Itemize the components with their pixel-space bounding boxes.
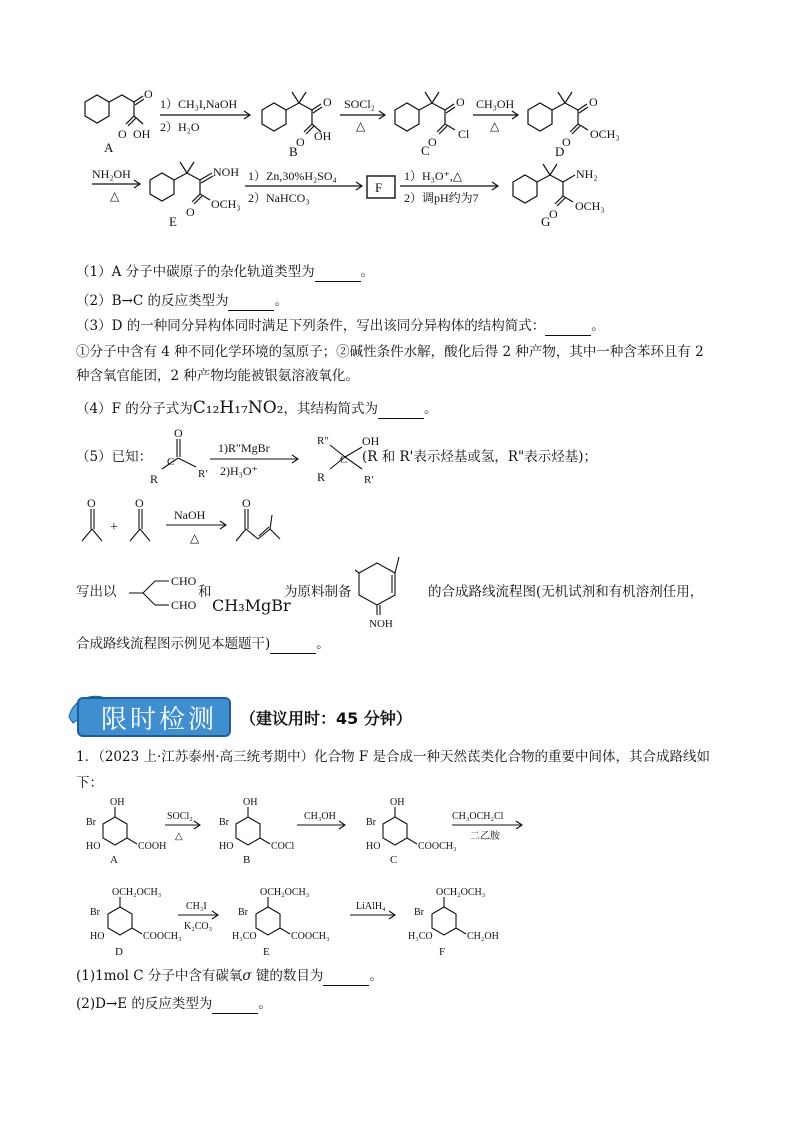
- p1-label-E: E: [263, 946, 270, 958]
- grignard-reagent: CH₃MgBr: [212, 596, 291, 615]
- svg-text:Cl: Cl: [458, 127, 470, 141]
- svg-text:OCH₂OCH₃: OCH₂OCH₃: [260, 887, 310, 898]
- question-5-note: (R 和 R'表示烃基或氢，R"表示烃基)；: [362, 449, 598, 465]
- svg-text:O: O: [87, 496, 96, 510]
- svg-text:OH: OH: [110, 797, 125, 808]
- timed-test-banner: [63, 687, 233, 735]
- svg-text:COOH: COOH: [138, 841, 167, 852]
- svg-text:R: R: [317, 470, 326, 484]
- svg-text:NH₂: NH₂: [576, 167, 598, 181]
- answer-blank[interactable]: [323, 971, 369, 986]
- benzene-ring-D: [528, 103, 552, 131]
- group-OH: OH: [133, 127, 151, 141]
- svg-text:HO: HO: [90, 931, 105, 942]
- svg-text:△: △: [356, 119, 366, 133]
- reagent-1-top: 1）CH₃I,NaOH: [160, 97, 238, 111]
- benzene-ring-C: [395, 103, 419, 131]
- banner-title: 限时检测: [101, 705, 218, 735]
- synthesis-line-2: 合成路线流程图示例见本题题干) 。: [76, 636, 330, 652]
- svg-text:HO: HO: [219, 841, 234, 852]
- svg-text:O: O: [135, 496, 144, 510]
- svg-text:C: C: [340, 454, 348, 466]
- p1-label-C: C: [390, 854, 398, 866]
- problem-1-question-1: (1)1mol C 分子中含有碳氧σ 键的数目为 。: [76, 968, 383, 984]
- reagent-3-top: CH₃OH: [476, 97, 515, 111]
- synthesis-prefix: 写出以: [76, 584, 117, 600]
- svg-text:OH: OH: [362, 434, 380, 448]
- p1-reagent-4-top: CH₃I: [186, 901, 207, 912]
- svg-text:Br: Br: [238, 907, 248, 918]
- svg-text:COOCH₃: COOCH₃: [143, 931, 182, 942]
- svg-text:OCH₂OCH₃: OCH₂OCH₃: [436, 887, 486, 898]
- svg-text:H₃CO: H₃CO: [232, 931, 257, 942]
- problem-1-intro-2: 下：: [76, 775, 103, 791]
- suggested-time: （建议用时：45 分钟）: [240, 709, 412, 728]
- synthesis-post: 的合成路线流程图(无机试剂和有机溶剂任用，: [428, 584, 704, 600]
- p1-reagent-5-top: LiAlH₄: [356, 901, 386, 912]
- svg-text:R′: R′: [198, 468, 208, 480]
- benzene-ring-G: [513, 175, 537, 203]
- svg-text:H₃CO: H₃CO: [408, 931, 433, 942]
- question-1: （1）A 分子中碳原子的杂化轨道类型为 。: [76, 264, 375, 280]
- question-5-label: （5）已知：: [76, 449, 153, 465]
- svg-text:OH: OH: [243, 797, 258, 808]
- problem-1-intro: 1．（2023 上·江苏泰州·高三统考期中）化合物 F 是合成一种天然茋类化合物的重要中间体，其合成路线如: [76, 749, 711, 765]
- svg-text:Br: Br: [90, 907, 100, 918]
- grignard-reagent-bot: 2)H₃O⁺: [220, 464, 258, 478]
- p1-label-D: D: [115, 946, 123, 958]
- svg-text:OCH₃: OCH₃: [590, 127, 620, 141]
- group-O: O: [144, 87, 153, 101]
- svg-text:O: O: [562, 135, 571, 149]
- svg-text:O: O: [296, 135, 305, 149]
- aldol-reagent-bot: △: [190, 531, 200, 545]
- synthesis-and: 和: [198, 584, 212, 600]
- label-G: G: [541, 214, 551, 229]
- svg-text:Br: Br: [366, 817, 376, 828]
- svg-text:O: O: [323, 95, 332, 109]
- svg-text:O: O: [118, 127, 127, 141]
- svg-text:O: O: [174, 426, 183, 440]
- label-E: E: [169, 214, 177, 229]
- svg-text:C: C: [167, 456, 175, 468]
- reagent-2-top: SOCl₂: [344, 97, 375, 111]
- label-D: D: [555, 144, 565, 159]
- target-oxime-structure: [355, 543, 423, 629]
- answer-blank[interactable]: [545, 321, 591, 336]
- synthesis-mid: 为原料制备: [284, 584, 352, 600]
- svg-text:HO: HO: [366, 841, 381, 852]
- svg-text:NOH: NOH: [213, 165, 239, 179]
- formula-F: C₁₂H₁₇NO₂: [192, 398, 284, 418]
- svg-text:COCl: COCl: [271, 841, 295, 852]
- svg-text:CHO: CHO: [171, 598, 197, 612]
- label-F: F: [375, 180, 383, 195]
- svg-text:R′: R′: [364, 474, 374, 486]
- svg-text:+: +: [110, 520, 118, 535]
- svg-text:△: △: [175, 831, 183, 842]
- known-aldol-reaction: [70, 495, 400, 555]
- svg-text:CHO: CHO: [171, 574, 197, 588]
- svg-text:O: O: [589, 95, 598, 109]
- svg-text:COOCH₃: COOCH₃: [418, 841, 457, 852]
- dialdehyde-structure: [125, 563, 205, 621]
- svg-text:R″: R″: [317, 435, 329, 447]
- svg-text:OCH₂OCH₃: OCH₂OCH₃: [112, 887, 162, 898]
- p1-reagent-3-top: CH₃OCH₂Cl: [452, 811, 504, 822]
- svg-text:HO: HO: [86, 841, 101, 852]
- p1-reagent-1-top: SOCl₂: [167, 811, 193, 822]
- p1-label-A: A: [110, 854, 118, 866]
- question-3: （3）D 的一种同分异构体同时满足下列条件，写出该同分异构体的结构简式： 。: [76, 318, 605, 334]
- svg-text:O: O: [549, 207, 558, 221]
- problem-1-question-2: (2)D→E 的反应类型为 。: [76, 996, 272, 1012]
- aldol-reagent-top: NaOH: [174, 508, 206, 522]
- synthesis-scheme-2: [0, 795, 800, 965]
- svg-text:OH: OH: [314, 129, 332, 143]
- benzene-ring-B: [262, 103, 286, 131]
- p1-reagent-2-top: CH₃OH: [304, 811, 336, 822]
- question-2: （2）B→C 的反应类型为 。: [76, 293, 288, 309]
- svg-text:O: O: [242, 496, 251, 510]
- label-B: B: [289, 144, 298, 159]
- svg-text:OCH₃: OCH₃: [575, 199, 605, 213]
- label-A: A: [104, 140, 114, 155]
- answer-blank[interactable]: [270, 639, 316, 654]
- question-4: （4）F 的分子式为C₁₂H₁₇NO₂，其结构简式为 。: [76, 398, 438, 418]
- svg-text:OH: OH: [390, 797, 405, 808]
- svg-text:Br: Br: [219, 817, 229, 828]
- question-3-condition-1: ①分子中含有 4 种不同化学环境的氢原子；②碱性条件水解，酸化后得 2 种产物，其中一种含苯环且有 2: [76, 344, 704, 360]
- svg-text:O: O: [186, 205, 195, 219]
- benzene-ring-A: [85, 95, 109, 123]
- svg-text:△: △: [490, 119, 500, 133]
- svg-text:COOCH₃: COOCH₃: [291, 931, 330, 942]
- svg-text:Br: Br: [86, 817, 96, 828]
- reagent-4-top: NH₂OH: [92, 167, 131, 181]
- svg-text:OCH₃: OCH₃: [211, 197, 241, 211]
- svg-text:Br: Br: [414, 907, 424, 918]
- svg-text:R: R: [150, 472, 159, 486]
- reagent-5-top: 1）Zn,30%H₂SO₄: [248, 169, 337, 183]
- svg-text:NOH: NOH: [369, 618, 393, 629]
- svg-text:△: △: [110, 189, 120, 203]
- grignard-reagent-top: 1)R″MgBr: [218, 441, 270, 455]
- svg-text:2）NaHCO₃: 2）NaHCO₃: [248, 191, 310, 205]
- svg-text:二乙胺: 二乙胺: [470, 831, 500, 842]
- answer-blank[interactable]: [378, 404, 424, 419]
- reagent-1-bot: 2）H₂O: [160, 120, 200, 134]
- benzene-ring-E: [150, 173, 174, 201]
- svg-text:O: O: [428, 135, 437, 149]
- label-C: C: [421, 143, 430, 158]
- svg-text:CH₂OH: CH₂OH: [467, 931, 499, 942]
- p1-label-F: F: [439, 946, 446, 958]
- synthesis-scheme-1: [0, 0, 800, 250]
- answer-blank[interactable]: [315, 267, 361, 282]
- svg-text:K₂CO₃: K₂CO₃: [184, 921, 213, 932]
- p1-label-B: B: [243, 854, 251, 866]
- svg-text:2）调pH约为7: 2）调pH约为7: [404, 191, 479, 205]
- answer-blank[interactable]: [228, 296, 274, 311]
- svg-text:O: O: [456, 95, 465, 109]
- question-3-condition-2: 种含氧官能团，2 种产物均能被银氨溶液氧化。: [76, 368, 359, 384]
- reagent-6-top: 1）H₃O⁺,△: [404, 169, 463, 183]
- answer-blank[interactable]: [212, 999, 258, 1014]
